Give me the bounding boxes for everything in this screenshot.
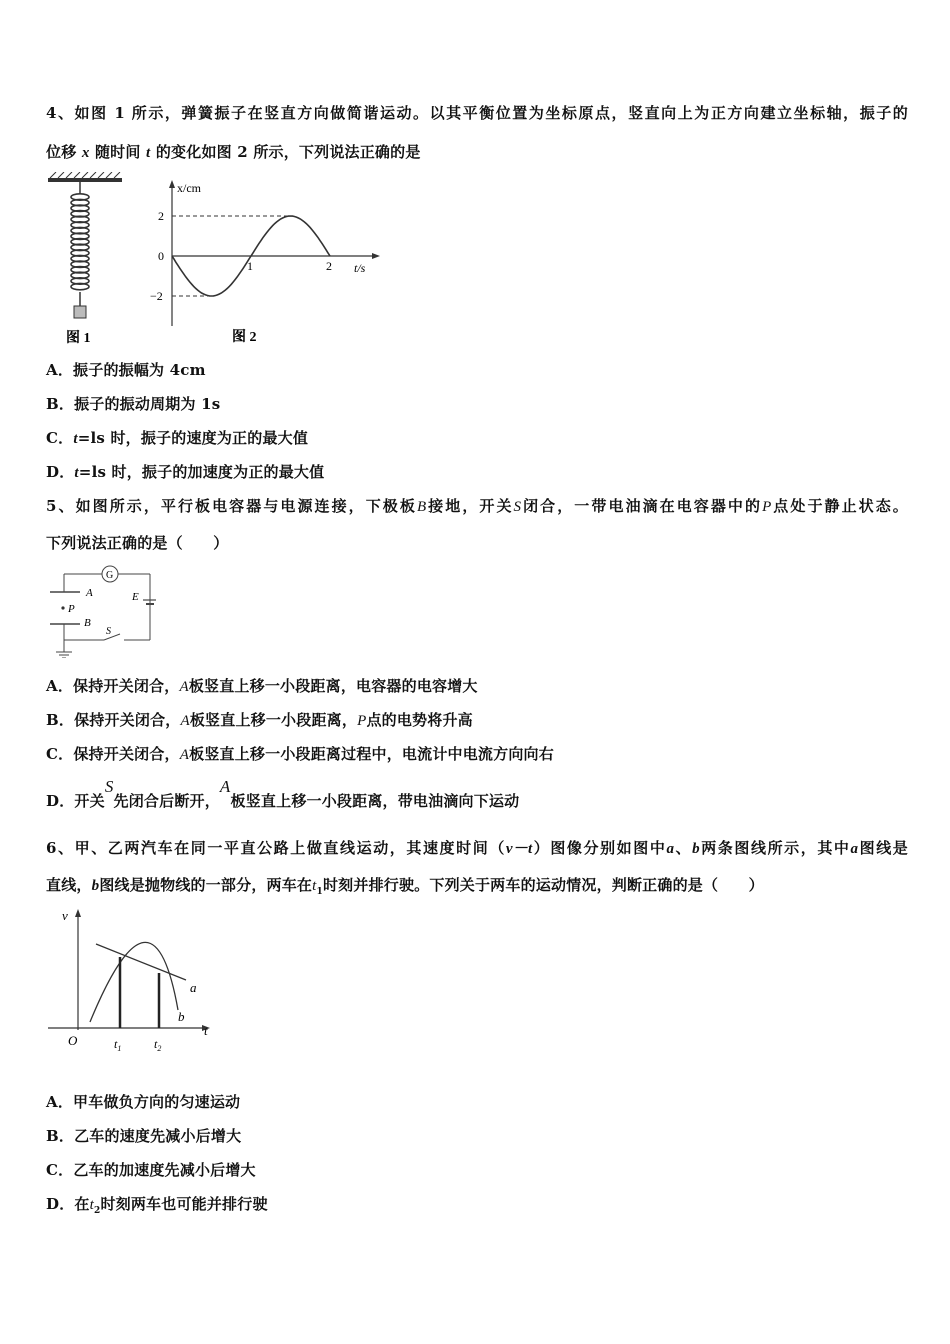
q6-stem-line1: 6、甲、乙两汽车在同一平直公路上做直线运动，其速度时间（v－t）图像分别如图中a、b两条图线所示，其中a图线是 xyxy=(46,839,908,857)
q4-option-c: C．t=ls 时，振子的速度为正的最大值 xyxy=(46,429,309,447)
q6-option-b: B．乙车的速度先减小后增大 xyxy=(46,1127,242,1145)
q4-tick-y0: 0 xyxy=(158,249,164,263)
q5-oil-drop xyxy=(61,606,64,609)
q6-axis-t-label: t xyxy=(204,1023,208,1038)
q4-tick-ym2: −2 xyxy=(150,289,163,303)
q6-axis-v-label: v xyxy=(62,908,68,923)
q5-galvanometer-label: G xyxy=(106,570,114,581)
q5-stem-line1: 5、如图所示，平行板电容器与电源连接，下极板B接地，开关S闭合，一带电油滴在电容器中的P点处于静止状态。 xyxy=(46,497,908,515)
q5-battery-e-label: E xyxy=(132,591,139,603)
q6-curve-b xyxy=(90,942,178,1022)
q6-figure-vt-graph xyxy=(44,904,222,1054)
q6-label-a: a xyxy=(190,980,197,995)
q5-figure-circuit xyxy=(44,562,156,658)
q4-tick-t1: 1 xyxy=(247,259,253,273)
q6-label-b: b xyxy=(178,1009,185,1024)
q5-switch-s-label: S xyxy=(106,626,111,637)
q4-tick-y2: 2 xyxy=(158,209,164,223)
q4-figure-xt-graph xyxy=(148,178,388,348)
q4-axis-x-label: t/s xyxy=(354,261,366,275)
q5-plate-b-label: B xyxy=(84,617,91,629)
q4-figure2-caption: 图 2 xyxy=(232,330,257,345)
q4-tick-t2: 2 xyxy=(326,259,332,273)
q4-stem-line2: 位移 x 随时间 t 的变化如图 2 所示，下列说法正确的是 xyxy=(46,143,421,161)
q6-option-c: C．乙车的加速度先减小后增大 xyxy=(46,1161,256,1179)
q6-origin-label: O xyxy=(68,1033,78,1048)
q4-option-a: A．振子的振幅为 4cm xyxy=(46,361,206,379)
q5-option-a: A．保持开关闭合，A板竖直上移一小段距离，电容器的电容增大 xyxy=(46,677,478,695)
q6-option-d: D．在$t_2$时刻两车也可能并排行驶 xyxy=(46,1195,268,1216)
q5-point-p-label: P xyxy=(68,603,75,615)
q5-plate-a-label: A xyxy=(86,587,93,599)
q6-tick-t2: $t_2$ xyxy=(154,1037,162,1053)
q4-axis-y-label: x/cm xyxy=(177,181,201,195)
q4-figure-spring xyxy=(44,172,130,347)
q5-option-b: B．保持开关闭合，A板竖直上移一小段距离，P点的电势将升高 xyxy=(46,711,473,729)
q4-figure1-caption: 图 1 xyxy=(66,331,91,346)
q5-option-c: C．保持开关闭合，A板竖直上移一小段距离过程中，电流计中电流方向向右 xyxy=(46,745,554,763)
q6-option-a: A．甲车做负方向的匀速运动 xyxy=(46,1093,241,1111)
q6-line-a xyxy=(96,944,186,980)
q4-stem-line1: 4、如图 1 所示，弹簧振子在竖直方向做简谐运动。以其平衡位置为坐标原点，竖直向上为正方向建立坐标轴，振子的 xyxy=(46,104,908,122)
q5-stem-line2: 下列说法正确的是（ ） xyxy=(46,534,229,552)
q4-option-d: D．t=ls 时，振子的加速度为正的最大值 xyxy=(46,463,325,481)
q5-option-d: D．开关S先闭合后断开，A板竖直上移一小段距离，带电油滴向下运动 xyxy=(46,777,520,810)
q6-tick-t1: $t_1$ xyxy=(114,1037,122,1053)
q6-stem-line2: 直线，b图线是抛物线的一部分，两车在$t_1$时刻并排行驶。下列关于两车的运动情况，判断正确的是（ ） xyxy=(46,876,764,897)
q4-option-b: B．振子的振动周期为 1s xyxy=(46,395,221,413)
